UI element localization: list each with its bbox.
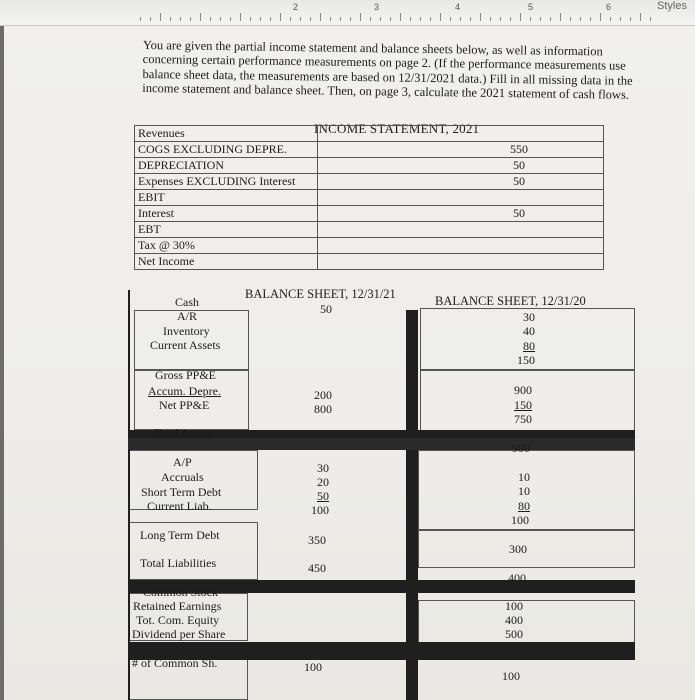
ruler-tick [460,17,461,21]
accum-depre-2021: 200 [314,388,332,402]
row-value [318,254,604,270]
ruler-tick [630,17,631,21]
ruler-tick [250,17,251,21]
ruler-tick [320,13,321,21]
ruler-tick [430,17,431,21]
row-label: EBT [135,222,318,238]
balance-sheet [128,290,635,700]
current-liab-2020: 100 [511,513,529,527]
balance-sheet-2021-title: BALANCE SHEET, 12/31/21 [245,287,396,301]
row-value [318,126,604,142]
common-shares-2020: 100 [502,669,520,683]
row-value: 50 [318,206,604,222]
total-liab-2020: 400 [508,571,526,585]
ar-2020: 40 [523,324,535,338]
ruler-tick [580,17,581,21]
table-row [135,222,604,238]
ruler-tick [610,17,611,21]
table-row [135,126,604,142]
ltd-2020: 300 [509,542,527,556]
cash-2020: 30 [523,310,535,324]
ruler-tick [290,17,291,21]
ruler-tick [370,17,371,21]
ruler-tick [440,13,441,21]
instructions-text: You are given the partial income statement and balance sheets below, as well as information concerning certain performance measurements on page 2. (If the performance measurements use balance sheet data, the measurements are based on 12/31/2021 data.) Fill in all missing data in the income statement and balance sheet. Then, on page 3, calculate the 2021 statement of cash flows. [142,38,633,102]
ruler-tick [400,13,401,21]
ruler-tick [140,17,141,21]
retained-earnings-label: Retained Earnings [133,599,222,613]
row-label: COGS EXCLUDING DEPRE. [135,142,318,158]
ruler-tick [300,17,301,21]
accruals-label: Accruals [161,470,204,484]
ruler-mark: 5 [528,2,534,12]
ruler-tick [330,17,331,21]
ruler-tick [530,17,531,21]
income-statement-table [134,125,604,270]
row-value: 50 [318,174,604,190]
common-stock-label: Common Stock [143,585,219,599]
ruler-tick [360,13,361,21]
total-assets-label: Total Assets [154,426,213,440]
ruler-tick [200,13,201,21]
ruler-tick [270,17,271,21]
ruler-tick [620,17,621,21]
total-liab-2021: 450 [308,561,326,575]
accum-depre-label: Accum. Depre. [148,384,221,398]
accruals-2021: 20 [317,475,329,489]
cash-2021: 50 [320,302,332,316]
ruler-tick [310,17,311,21]
ruler-tick [510,17,511,21]
row-label: DEPRECIATION [135,158,318,174]
ruler-tick [180,17,181,21]
row-value [318,238,604,254]
ruler-tick [590,17,591,21]
ruler-mark: 4 [455,2,461,12]
current-liab-2021: 100 [311,503,329,517]
accum-depre-2020: 150 [514,398,532,412]
dividend-per-share-label: Dividend per Share [132,627,226,641]
row-label: Expenses EXCLUDING Interest [135,174,318,190]
ruler-tick [350,17,351,21]
table-row [135,238,604,254]
table-row [135,174,604,190]
current-assets-label: Current Assets [150,338,221,352]
ruler-tick [230,17,231,21]
current-liab-label: Current Liab. [147,499,212,513]
net-ppe-label: Net PP&E [159,398,210,412]
std-2021: 50 [317,489,329,503]
ruler-tick [480,13,481,21]
ruler-tick [600,13,601,21]
common-shares-2021: 100 [304,660,322,674]
ruler-mark: 6 [606,2,612,12]
common-shares-label: # of Common Sh. [132,656,218,670]
table-row [135,254,604,270]
ruler-tick [570,17,571,21]
ap-2020: 10 [518,470,530,484]
row-label: Revenues [135,126,318,142]
row-label: EBIT [135,190,318,206]
row-label: Net Income [135,254,318,270]
styles-label[interactable]: Styles [657,0,687,12]
tot-com-equity-2020: 500 [505,627,523,641]
net-ppe-2021: 800 [314,402,332,416]
row-value [318,190,604,206]
ruler-tick [150,17,151,21]
ruler-tick [410,17,411,21]
row-label: Tax @ 30% [135,238,318,254]
ruler-tick [240,13,241,21]
net-ppe-2020: 750 [514,412,532,426]
ruler-tick [280,13,281,21]
total-liabilities-label: Total Liabilities [140,556,217,570]
ap-label: A/P [173,455,192,469]
ruler-tick [560,13,561,21]
ruler-tick [490,17,491,21]
row-label: Interest [135,206,318,222]
accruals-2020: 10 [518,484,530,498]
balance-sheet-2020-title: BALANCE SHEET, 12/31/20 [435,294,586,308]
ruler-tick [190,17,191,21]
ruler[interactable] [0,0,695,26]
ruler-tick [640,13,641,21]
ruler-tick [420,17,421,21]
cash-label: Cash [175,295,199,309]
row-value: 550 [318,142,604,158]
ruler-tick [260,17,261,21]
row-value [318,222,604,238]
ruler-tick [160,13,161,21]
ruler-tick [450,17,451,21]
ar-label: A/R [177,309,198,323]
ruler-tick [390,17,391,21]
common-stock-2020: 100 [505,599,523,613]
inventory-2020: 80 [523,339,535,353]
gross-ppe-label: Gross PP&E [155,368,217,382]
ruler-tick [380,17,381,21]
ruler-tick [340,17,341,21]
ruler-tick [470,17,471,21]
ruler-tick [220,17,221,21]
tot-com-equity-label: Tot. Com. Equity [136,613,220,627]
ruler-tick [550,17,551,21]
ruler-tick [540,17,541,21]
table-row [135,190,604,206]
short-term-debt-label: Short Term Debt [141,485,222,499]
total-assets-2020: 900 [512,441,530,455]
table-row [135,142,604,158]
ruler-mark: 3 [374,2,380,12]
ltd-2021: 350 [308,533,326,547]
income-statement-title: INCOME STATEMENT, 2021 [314,121,480,136]
table-row [135,206,604,222]
ruler-tick [500,17,501,21]
ruler-tick [650,17,651,21]
std-2020: 80 [518,499,530,513]
ruler-mark: 2 [293,2,299,12]
inventory-label: Inventory [163,324,210,338]
ap-2021: 30 [317,461,329,475]
gross-ppe-2020: 900 [514,383,532,397]
divider [128,290,130,700]
table-row [135,158,604,174]
retained-earnings-2020: 400 [505,613,523,627]
value-box-2020 [418,600,635,645]
row-value: 50 [318,158,604,174]
ruler-tick [210,17,211,21]
ruler-tick [170,17,171,21]
current-assets-2020: 150 [517,353,535,367]
long-term-debt-label: Long Term Debt [140,528,220,542]
ruler-tick [520,13,521,21]
